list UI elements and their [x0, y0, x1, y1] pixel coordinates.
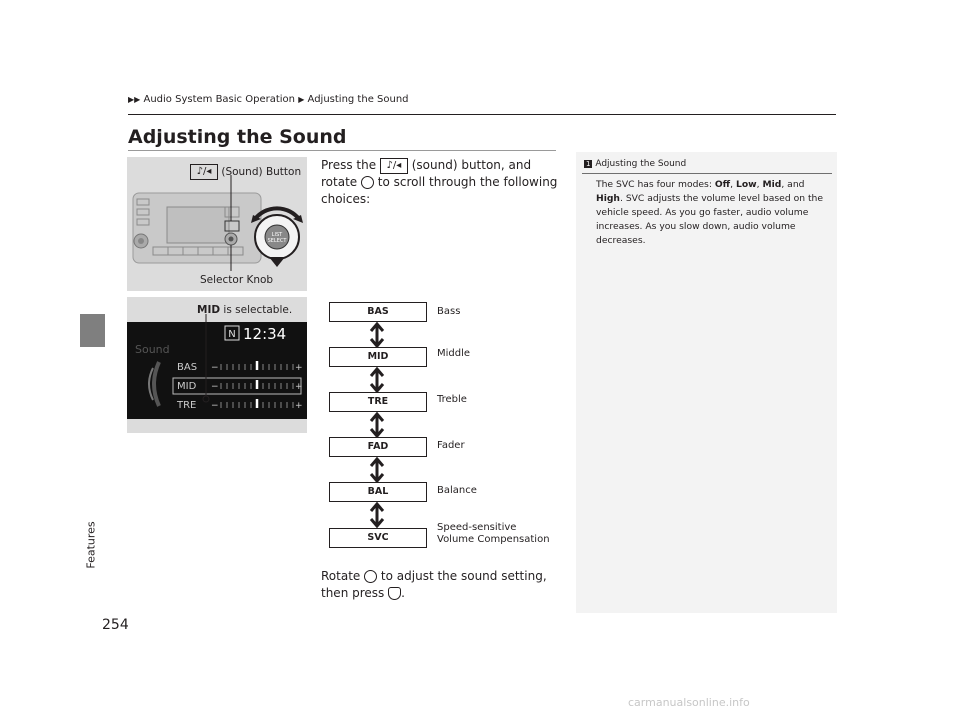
sound-screen	[127, 322, 307, 419]
section-label-text: Features	[84, 521, 98, 569]
note-number-icon: 1	[586, 160, 591, 168]
choice-name-bas: Bass	[437, 306, 461, 317]
choice-box-fad: FAD	[329, 437, 427, 457]
note-heading-text: Adjusting the Sound	[595, 159, 687, 169]
double-arrow-icon	[369, 322, 385, 348]
note-rule	[582, 173, 832, 174]
instruction-outro: Rotate to adjust the sound setting, then press .	[321, 569, 547, 600]
choice-name-fad: Fader	[437, 440, 465, 451]
sound-screen-drawing	[127, 322, 307, 419]
title-rule	[128, 150, 556, 151]
instruction-intro: Press the ♪/◂ (sound) button, and rotate to scroll through the following choices:	[321, 158, 558, 206]
choice-box-mid: MID	[329, 347, 427, 367]
selector-knob-icon	[364, 570, 377, 583]
plus-icon: +	[295, 363, 303, 373]
watermark: carmanualsonline.info	[628, 696, 750, 709]
press-knob-icon	[388, 587, 401, 600]
choice-box-bas: BAS	[329, 302, 427, 322]
note-box	[576, 152, 837, 613]
choice-name-bal: Balance	[437, 485, 477, 496]
mid-label-rest: is selectable.	[220, 304, 293, 316]
choice-name-mid: Middle	[437, 348, 471, 359]
header-rule	[128, 114, 836, 115]
double-arrow-icon	[369, 367, 385, 393]
choice-box-tre: TRE	[329, 392, 427, 412]
plus-icon: +	[295, 401, 303, 411]
screen-clock: 12:34	[243, 325, 287, 343]
section-tab	[80, 314, 105, 347]
sound-screen-illustration	[127, 297, 307, 433]
sound-icon: ♪/◂	[380, 158, 408, 174]
plus-icon: +	[295, 382, 303, 392]
sound-button-callout	[190, 164, 301, 180]
breadcrumb-arrow-icon: ▶▶	[128, 95, 141, 104]
minus-icon: −	[211, 401, 219, 411]
breadcrumb-item-adjusting-sound: Adjusting the Sound	[307, 94, 409, 105]
selector-knob-callout: Selector Knob	[200, 274, 274, 286]
double-arrow-icon	[369, 502, 385, 528]
page-title: Adjusting the Sound	[128, 126, 347, 148]
screen-row-label: TRE	[177, 400, 197, 411]
note-body: The SVC has four modes: Off, Low, Mid, and High. SVC adjusts the volume level based on the vehicle speed. As you go faster, audio volume increases. As you slow down, audio volume decreases.	[596, 179, 824, 246]
screen-title: Sound	[135, 343, 170, 356]
svg-text:SELECT: SELECT	[267, 238, 287, 244]
screen-row-label: BAS	[177, 362, 198, 373]
choice-box-svc: SVC	[329, 528, 427, 548]
screen-row-label: MID	[177, 381, 197, 392]
minus-icon: −	[211, 363, 219, 373]
svg-text:LIST: LIST	[271, 232, 283, 238]
breadcrumb	[128, 94, 409, 105]
mid-label-bold: MID	[197, 304, 221, 316]
choice-name-svc: Speed-sensitive Volume Compensation	[437, 522, 550, 545]
sound-button-label: (Sound) Button	[221, 166, 302, 178]
mid-callout-line	[200, 314, 212, 404]
breadcrumb-arrow-icon: ▶	[298, 95, 305, 104]
selector-knob-icon	[361, 176, 374, 189]
page-number: 254	[102, 617, 129, 633]
choice-name-tre: Treble	[437, 394, 467, 405]
breadcrumb-item-basic-operation[interactable]: Audio System Basic Operation	[143, 94, 295, 105]
sound-icon: ♪/◂	[190, 164, 218, 180]
choice-box-bal: BAL	[329, 482, 427, 502]
double-arrow-icon	[369, 457, 385, 483]
note-heading	[584, 159, 686, 169]
double-arrow-icon	[369, 412, 385, 438]
section-label	[78, 500, 104, 590]
minus-icon: −	[211, 382, 219, 392]
gear-indicator: N	[228, 329, 236, 340]
